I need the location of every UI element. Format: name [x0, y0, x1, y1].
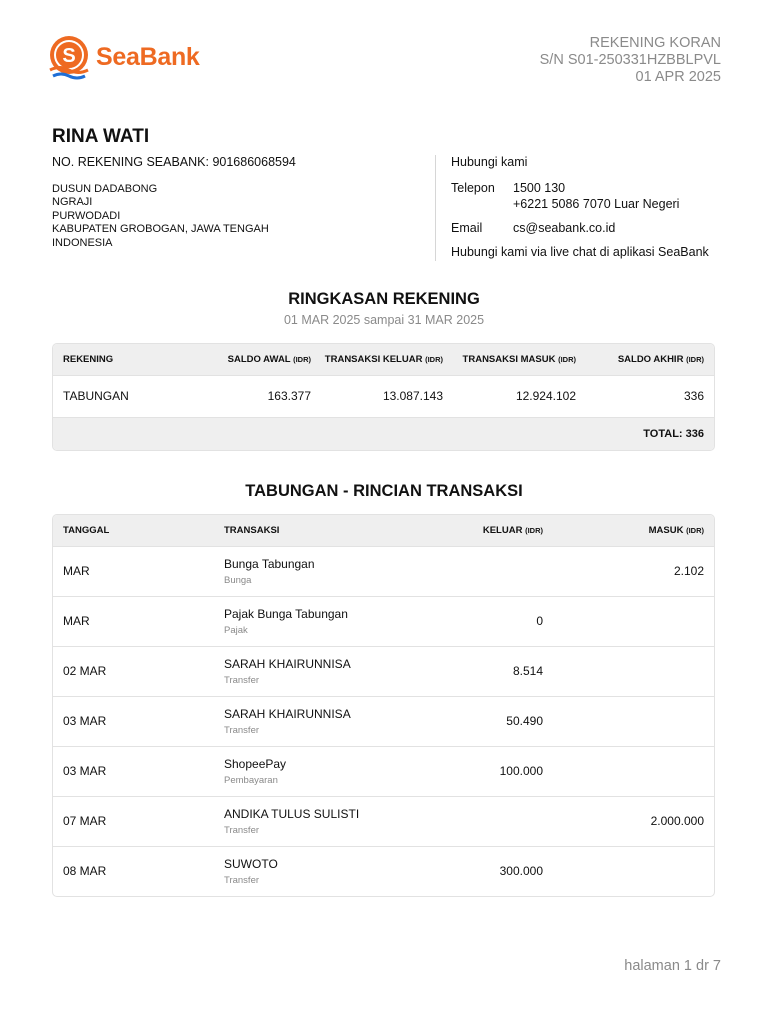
col-debit-total: TRANSAKSI KELUAR (IDR) [324, 354, 443, 365]
transaction-out: 100.000 [499, 764, 543, 778]
cell-account: TABUNGAN [63, 389, 129, 403]
cell-debit-total: 13.087.143 [382, 389, 443, 403]
table-row [53, 376, 714, 418]
transaction-category: Transfer [224, 725, 260, 736]
document-date: 01 APR 2025 [635, 69, 721, 85]
transaction-row [53, 647, 714, 697]
transaction-row [53, 747, 714, 797]
live-chat-note: Hubungi kami via live chat di aplikasi SeaBank [451, 245, 709, 259]
transaction-date: 02 MAR [63, 664, 107, 678]
document-meta [540, 35, 721, 86]
phone-number-international[interactable]: +6221 5086 7070 Luar Negeri [513, 197, 680, 211]
transaction-in: 2.000.000 [650, 814, 704, 828]
phone-label: Telepon [451, 181, 495, 195]
transactions-table-header [53, 515, 714, 547]
transaction-category: Transfer [224, 875, 260, 886]
summary-title: RINGKASAN REKENING [288, 290, 480, 308]
summary-table-header [53, 344, 714, 376]
transaction-name: ShopeePay [224, 757, 287, 771]
customer-address [52, 183, 269, 250]
col-date: TANGGAL [63, 525, 110, 536]
vertical-divider [435, 155, 436, 261]
email-link[interactable]: cs@seabank.co.id [513, 221, 616, 235]
col-credit-total: TRANSAKSI MASUK (IDR) [462, 354, 576, 365]
col-transaction: TRANSAKSI [224, 525, 280, 536]
transaction-row [53, 597, 714, 647]
brand-name: SeaBank [96, 42, 200, 71]
transaction-date: 07 MAR [63, 814, 107, 828]
transaction-date: MAR [63, 614, 90, 628]
transaction-row [53, 797, 714, 847]
address-line: NGRAJI [52, 196, 93, 209]
transaction-name: Pajak Bunga Tabungan [224, 607, 348, 621]
summary-table [52, 343, 715, 451]
address-line: DUSUN DADABONG [52, 183, 158, 195]
phone-number[interactable]: 1500 130 [513, 181, 566, 195]
document-type: REKENING KORAN [589, 35, 721, 51]
transaction-date: 08 MAR [63, 864, 107, 878]
summary-total-row [53, 418, 714, 450]
account-holder-name: RINA WATI [52, 126, 150, 147]
transaction-category: Transfer [224, 825, 260, 836]
page-number: halaman 1 dr 7 [624, 958, 721, 974]
cell-closing-balance: 336 [683, 389, 704, 403]
summary-total: TOTAL: 336 [643, 428, 704, 440]
col-closing-balance: SALDO AKHIR (IDR) [617, 354, 704, 365]
transaction-row [53, 547, 714, 597]
col-opening-balance: SALDO AWAL (IDR) [227, 354, 311, 365]
col-in: MASUK (IDR) [648, 525, 704, 536]
transaction-out: 8.514 [512, 664, 543, 678]
cell-credit-total: 12.924.102 [515, 389, 576, 403]
transaction-out: 0 [536, 614, 543, 628]
transaction-category: Transfer [224, 675, 260, 686]
address-line: KABUPATEN GROBOGAN, JAWA TENGAH [52, 223, 269, 236]
transactions-table [52, 514, 715, 897]
address-line: PURWODADI [52, 209, 121, 222]
col-out: KELUAR (IDR) [482, 525, 543, 536]
seabank-logo-icon [46, 34, 92, 80]
transaction-category: Pembayaran [224, 775, 278, 786]
transaction-row [53, 697, 714, 747]
contact-title: Hubungi kami [451, 155, 528, 169]
transaction-category: Pajak [224, 625, 248, 636]
summary-period: 01 MAR 2025 sampai 31 MAR 2025 [283, 313, 485, 327]
address-line: INDONESIA [52, 236, 113, 249]
transaction-date: 03 MAR [63, 714, 107, 728]
transaction-name: ANDIKA TULUS SULISTI [224, 807, 360, 821]
document-serial: S/N S01-250331HZBBLPVL [539, 52, 721, 68]
transaction-name: SARAH KHAIRUNNISA [224, 657, 351, 671]
account-number: NO. REKENING SEABANK: 901686068594 [52, 155, 296, 169]
cell-opening-balance: 163.377 [267, 389, 311, 403]
email-label: Email [451, 221, 483, 235]
transaction-out: 50.490 [506, 714, 543, 728]
col-account: REKENING [63, 354, 114, 365]
transaction-name: Bunga Tabungan [224, 557, 315, 571]
svg-text:S: S [62, 45, 76, 67]
transactions-title: TABUNGAN - RINCIAN TRANSAKSI [245, 482, 523, 500]
transaction-row [53, 847, 714, 896]
transaction-out: 300.000 [499, 864, 543, 878]
transaction-name: SUWOTO [224, 857, 278, 871]
transaction-date: MAR [63, 564, 90, 578]
transaction-in: 2.102 [673, 564, 704, 578]
seabank-logo [46, 34, 200, 80]
transaction-name: SARAH KHAIRUNNISA [224, 707, 351, 721]
transaction-category: Bunga [224, 575, 252, 586]
transaction-date: 03 MAR [63, 764, 107, 778]
